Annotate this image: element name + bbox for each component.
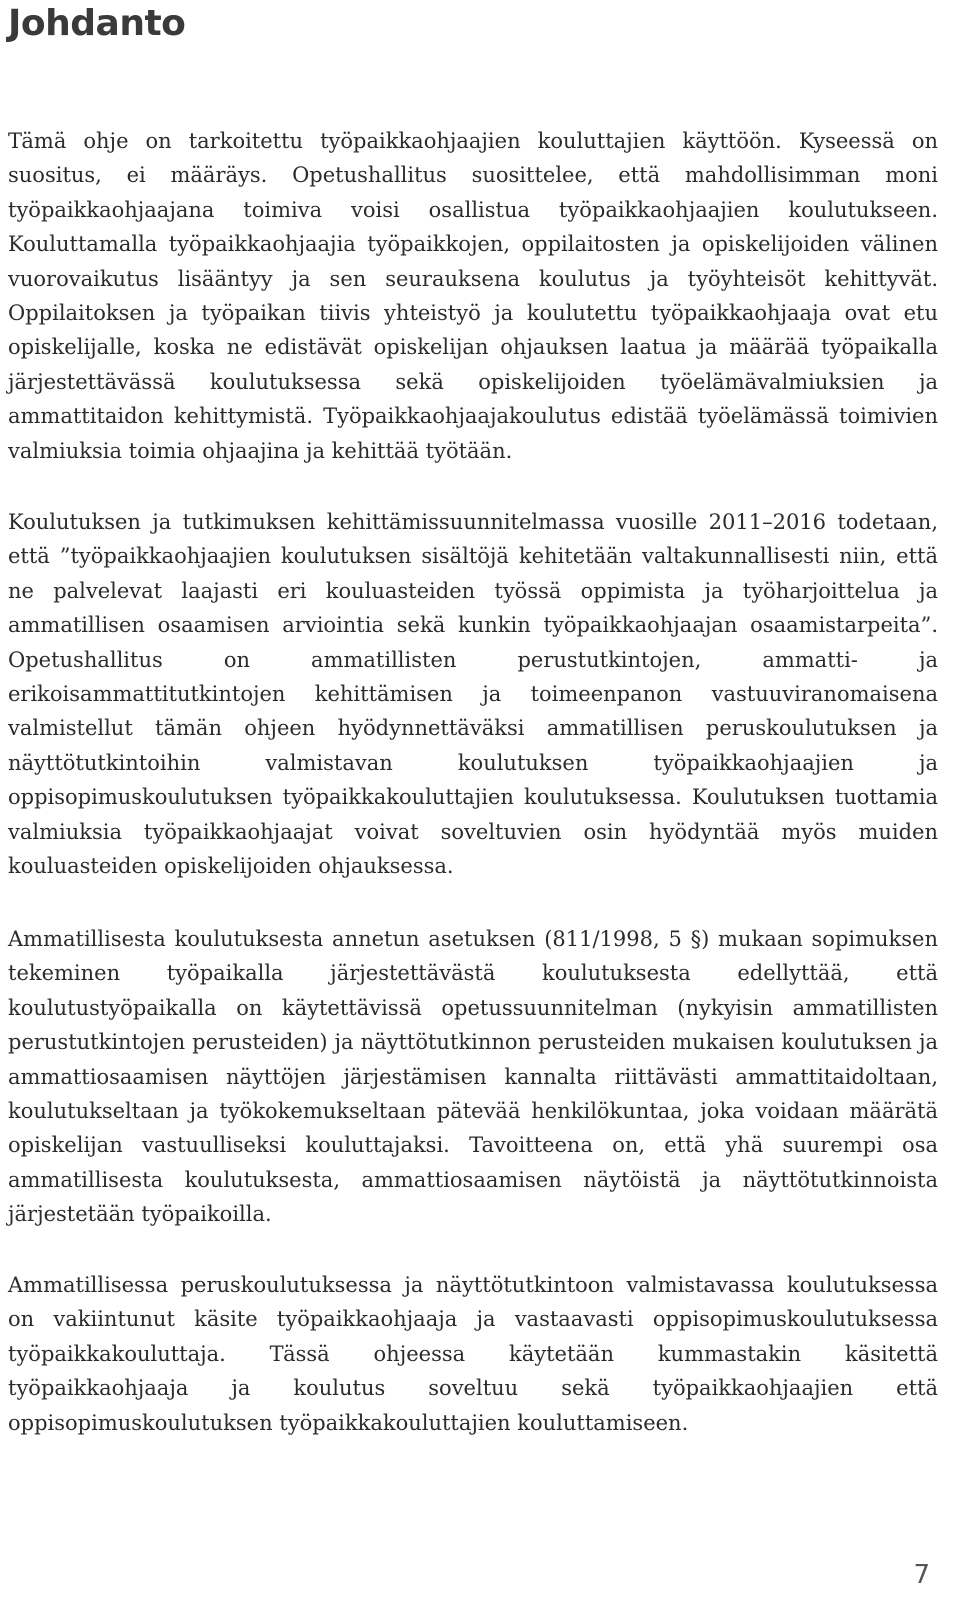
body-paragraph-1: Tämä ohje on tarkoitettu työpaikkaohjaajien kouluttajien käyttöön. Kyseessä on suositus, ei määräys. Opetushallitus suosittelee, että mahdollisimman moni työpaikkaohjaajana toimiva voisi osallistua työpaikkaohjaajien koulutukseen. Kouluttamalla työpaikkaohjaajia työpaikkojen, oppilaitosten ja opiskelijoiden välinen vuorovaikutus lisääntyy ja sen seurauksena koulutus ja työyhteisöt kehittyvät. Oppilaitoksen ja työpaikan tiivis yhteistyö ja koulutettu työpaikkaohjaaja ovat etu opiskelijalle, koska ne edistävät opiskelijan ohjauksen laatua ja määrää työpaikalla järjestettävässä koulutuksessa sekä opiskelijoiden työelämävalmiuksien ja ammattitaidon kehittymistä. Työpaikkaohjaajakoulutus edistää työelämässä toimivien valmiuksia toimia ohjaajina ja kehittää työtään. bbox=[8, 129, 938, 463]
page-title: Johdanto bbox=[8, 3, 186, 44]
body-paragraph-2: Koulutuksen ja tutkimuksen kehittämissuunnitelmassa vuosille 2011–2016 todetaan, että ”työpaikkaohjaajien koulutuksen sisältöjä kehitetään valtakunnallisesti niin, että ne palvelevat laajasti eri kouluasteiden työssä oppimista ja työharjoittelua ja ammatillisen osaamisen arviointia sekä kunkin työpaikkaohjaajan osaamistarpeita”. Opetushallitus on ammatillisten perustutkintojen, ammatti- ja erikoisammattitutkintojen kehittämisen ja toimeenpanon vastuuviranomaisena valmistellut tämän ohjeen hyödynnettäväksi ammatillisen peruskoulutuksen ja näyttötutkintoihin valmistavan koulutuksen työpaikkaohjaajien ja oppisopimuskoulutuksen työpaikkakouluttajien koulutuksessa. Koulutuksen tuottamia valmiuksia työpaikkaohjaajat voivat soveltuvien osin hyödyntää myös muiden kouluasteiden opiskelijoiden ohjauksessa. bbox=[8, 510, 938, 879]
page-number: 7 bbox=[913, 1560, 930, 1590]
body-paragraph-4: Ammatillisessa peruskoulutuksessa ja näyttötutkintoon valmistavassa koulutuksessa on vakiintunut käsite työpaikkaohjaaja ja vastaavasti oppisopimuskoulutuksessa työpaikkakouluttaja. Tässä ohjeessa käytetään kummastakin käsitettä työpaikkaohjaaja ja koulutus soveltuu sekä työpaikkaohjaajien että oppisopimuskoulutuksen työpaikkakouluttajien kouluttamiseen. bbox=[8, 1273, 938, 1435]
body-paragraph-3: Ammatillisesta koulutuksesta annetun asetuksen (811/1998, 5 §) mukaan sopimuksen tekeminen työpaikalla järjestettävästä koulutuksesta edellyttää, että koulutustyöpaikalla on käytettävissä opetussuunnitelman (nykyisin ammatillisten perustutkintojen perusteiden) ja näyttötutkinnon perusteiden mukaisen koulutuksen ja ammattiosaamisen näyttöjen järjestämisen kannalta riittävästi ammattitaidoltaan, koulutukseltaan ja työkokemukseltaan pätevää henkilökuntaa, joka voidaan määrätä opiskelijan vastuulliseksi kouluttajaksi. Tavoitteena on, että yhä suurempi osa ammatillisesta koulutuksesta, ammattiosaamisen näytöistä ja näyttötutkinnoista järjestetään työpaikoilla. bbox=[8, 927, 938, 1227]
